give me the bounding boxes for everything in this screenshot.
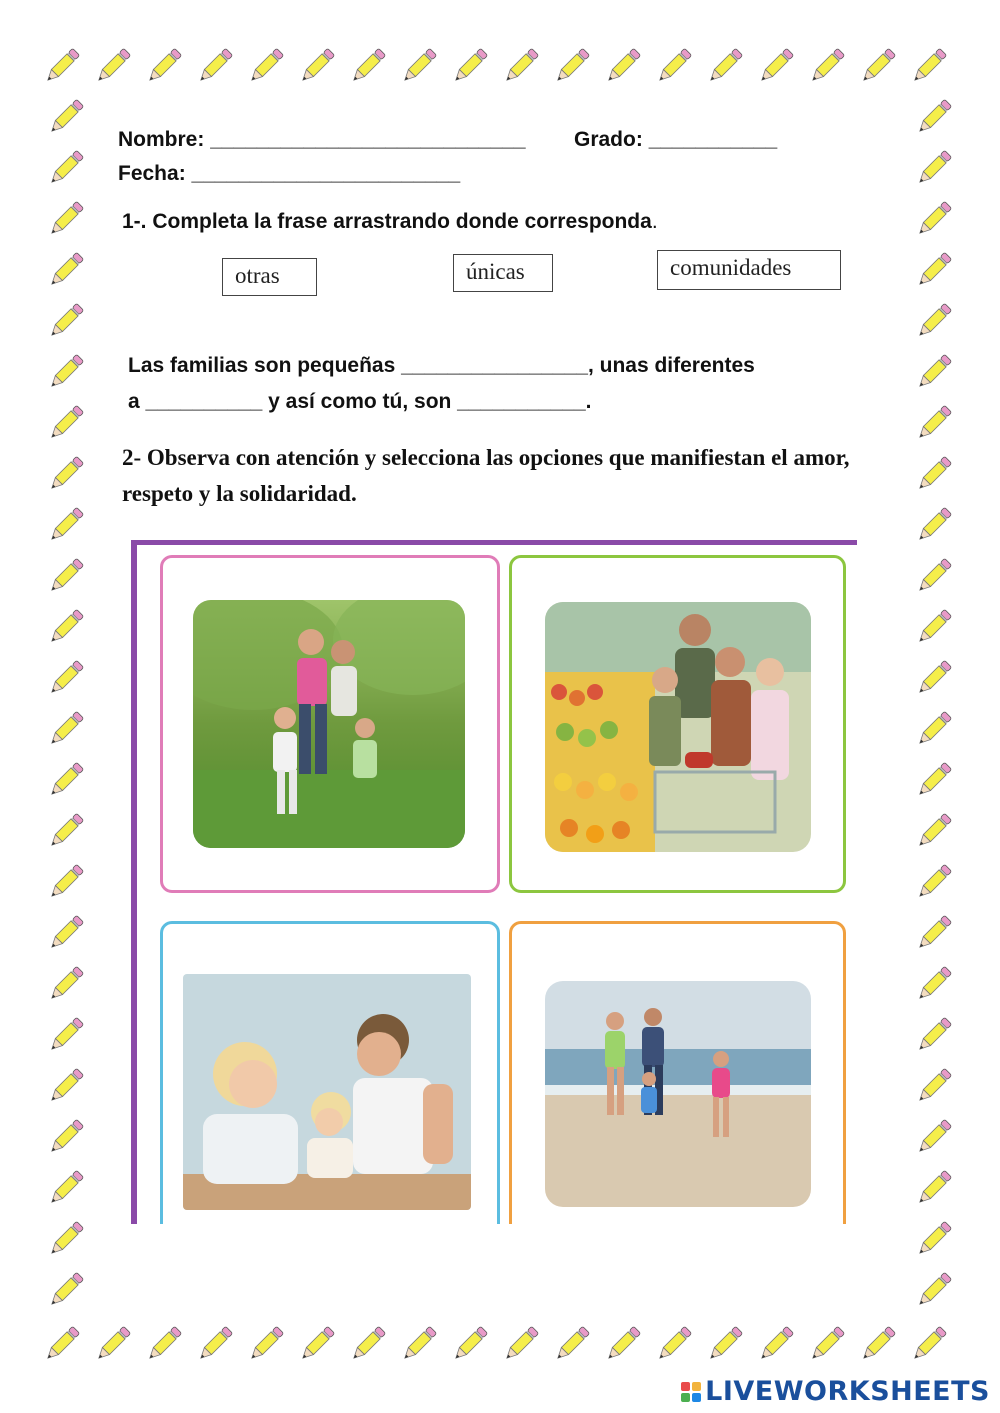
pencil-icon	[40, 44, 84, 88]
pencil-icon	[912, 656, 956, 700]
pencil-icon	[856, 44, 900, 88]
pencil-icon	[244, 1322, 288, 1366]
option-card-4[interactable]	[509, 921, 846, 1224]
pencil-icon	[142, 44, 186, 88]
pencil-icon	[499, 44, 543, 88]
pencil-icon	[912, 758, 956, 802]
pencil-icon	[912, 1268, 956, 1312]
pencil-icon	[295, 1322, 339, 1366]
pencil-icon	[703, 44, 747, 88]
pencil-icon	[912, 1217, 956, 1261]
parents-arguing-photo	[183, 974, 471, 1210]
pencil-icon	[142, 1322, 186, 1366]
pencil-icon	[346, 44, 390, 88]
task2-instruction: 2- Observa con atención y selecciona las opciones que manifiestan el amor, respeto y la solidaridad.	[122, 445, 850, 506]
pencil-icon	[912, 962, 956, 1006]
pencil-icon	[44, 962, 88, 1006]
pencil-icon	[44, 1166, 88, 1210]
pencil-icon	[295, 44, 339, 88]
pencil-icon	[912, 860, 956, 904]
word-comunidades[interactable]: comunidades	[657, 250, 841, 290]
option-card-1[interactable]	[160, 555, 500, 893]
pencil-icon	[44, 809, 88, 853]
pencil-icon	[912, 809, 956, 853]
pencil-icon	[44, 197, 88, 241]
pencil-icon	[448, 44, 492, 88]
pencil-icon	[912, 1013, 956, 1057]
pencil-icon	[448, 1322, 492, 1366]
pencil-icon	[44, 1115, 88, 1159]
pencil-icon	[601, 1322, 645, 1366]
pencil-icon	[601, 44, 645, 88]
fecha-blank[interactable]: _______________________	[191, 162, 461, 185]
pencil-icon	[397, 1322, 441, 1366]
sentence-line-2: a __________ y así como tú, son ___________.	[128, 390, 592, 413]
word-otras[interactable]: otras	[222, 258, 317, 296]
pencil-icon	[912, 911, 956, 955]
liveworksheets-logo-icon	[681, 1382, 701, 1402]
option-card-2[interactable]	[509, 555, 846, 893]
image-panel	[131, 540, 857, 1224]
pencil-icon	[397, 44, 441, 88]
pencil-icon	[44, 95, 88, 139]
pencil-icon	[44, 1268, 88, 1312]
pencil-icon	[912, 248, 956, 292]
family-at-beach-photo	[545, 981, 811, 1207]
grado-blank[interactable]: ___________	[648, 128, 778, 151]
nombre-label: Nombre:	[118, 128, 205, 151]
pencil-icon	[912, 554, 956, 598]
pencil-icon	[44, 350, 88, 394]
nombre-blank[interactable]: ___________________________	[210, 128, 526, 151]
pencil-icon	[193, 1322, 237, 1366]
sentence-line-1: Las familias son pequeñas ________________, unas diferentes	[128, 354, 755, 377]
pencil-icon	[912, 605, 956, 649]
task1-instruction: 1-. Completa la frase arrastrando donde corresponda.	[122, 210, 658, 233]
brand-text: LIVEWORKSHEETS	[705, 1376, 990, 1407]
pencil-icon	[912, 299, 956, 343]
pencil-icon	[912, 1115, 956, 1159]
pencil-icon	[912, 452, 956, 496]
pencil-icon	[44, 1217, 88, 1261]
family-in-park-photo	[193, 600, 465, 848]
pencil-icon	[907, 44, 951, 88]
pencil-icon	[652, 1322, 696, 1366]
grado-field[interactable]	[574, 128, 777, 152]
pencil-icon	[805, 1322, 849, 1366]
pencil-icon	[193, 44, 237, 88]
nombre-field[interactable]	[118, 128, 526, 152]
fecha-field[interactable]	[118, 162, 460, 186]
pencil-icon	[44, 1013, 88, 1057]
pencil-icon	[44, 299, 88, 343]
pencil-icon	[40, 1322, 84, 1366]
liveworksheets-brand	[681, 1376, 990, 1407]
pencil-icon	[91, 1322, 135, 1366]
pencil-icon	[499, 1322, 543, 1366]
fecha-label: Fecha:	[118, 162, 186, 185]
pencil-icon	[91, 44, 135, 88]
pencil-icon	[44, 452, 88, 496]
pencil-icon	[703, 1322, 747, 1366]
pencil-icon	[550, 44, 594, 88]
pencil-icon	[912, 146, 956, 190]
pencil-icon	[44, 503, 88, 547]
pencil-icon	[912, 401, 956, 445]
pencil-icon	[44, 860, 88, 904]
pencil-icon	[912, 1064, 956, 1108]
pencil-icon	[912, 95, 956, 139]
pencil-icon	[44, 911, 88, 955]
pencil-icon	[44, 758, 88, 802]
pencil-icon	[44, 554, 88, 598]
pencil-icon	[244, 44, 288, 88]
pencil-icon	[912, 707, 956, 751]
pencil-icon	[44, 605, 88, 649]
option-card-3[interactable]	[160, 921, 500, 1224]
pencil-icon	[754, 1322, 798, 1366]
pencil-icon	[44, 146, 88, 190]
word-unicas[interactable]: únicas	[453, 254, 553, 292]
pencil-icon	[44, 401, 88, 445]
pencil-icon	[912, 1166, 956, 1210]
pencil-icon	[44, 707, 88, 751]
pencil-icon	[912, 350, 956, 394]
grado-label: Grado:	[574, 128, 643, 151]
pencil-icon	[912, 197, 956, 241]
pencil-icon	[652, 44, 696, 88]
pencil-icon	[856, 1322, 900, 1366]
pencil-icon	[907, 1322, 951, 1366]
family-at-market-photo	[545, 602, 811, 852]
pencil-icon	[44, 1064, 88, 1108]
pencil-icon	[550, 1322, 594, 1366]
pencil-icon	[805, 44, 849, 88]
pencil-icon	[44, 248, 88, 292]
pencil-icon	[754, 44, 798, 88]
pencil-icon	[912, 503, 956, 547]
pencil-icon	[44, 656, 88, 700]
pencil-icon	[346, 1322, 390, 1366]
